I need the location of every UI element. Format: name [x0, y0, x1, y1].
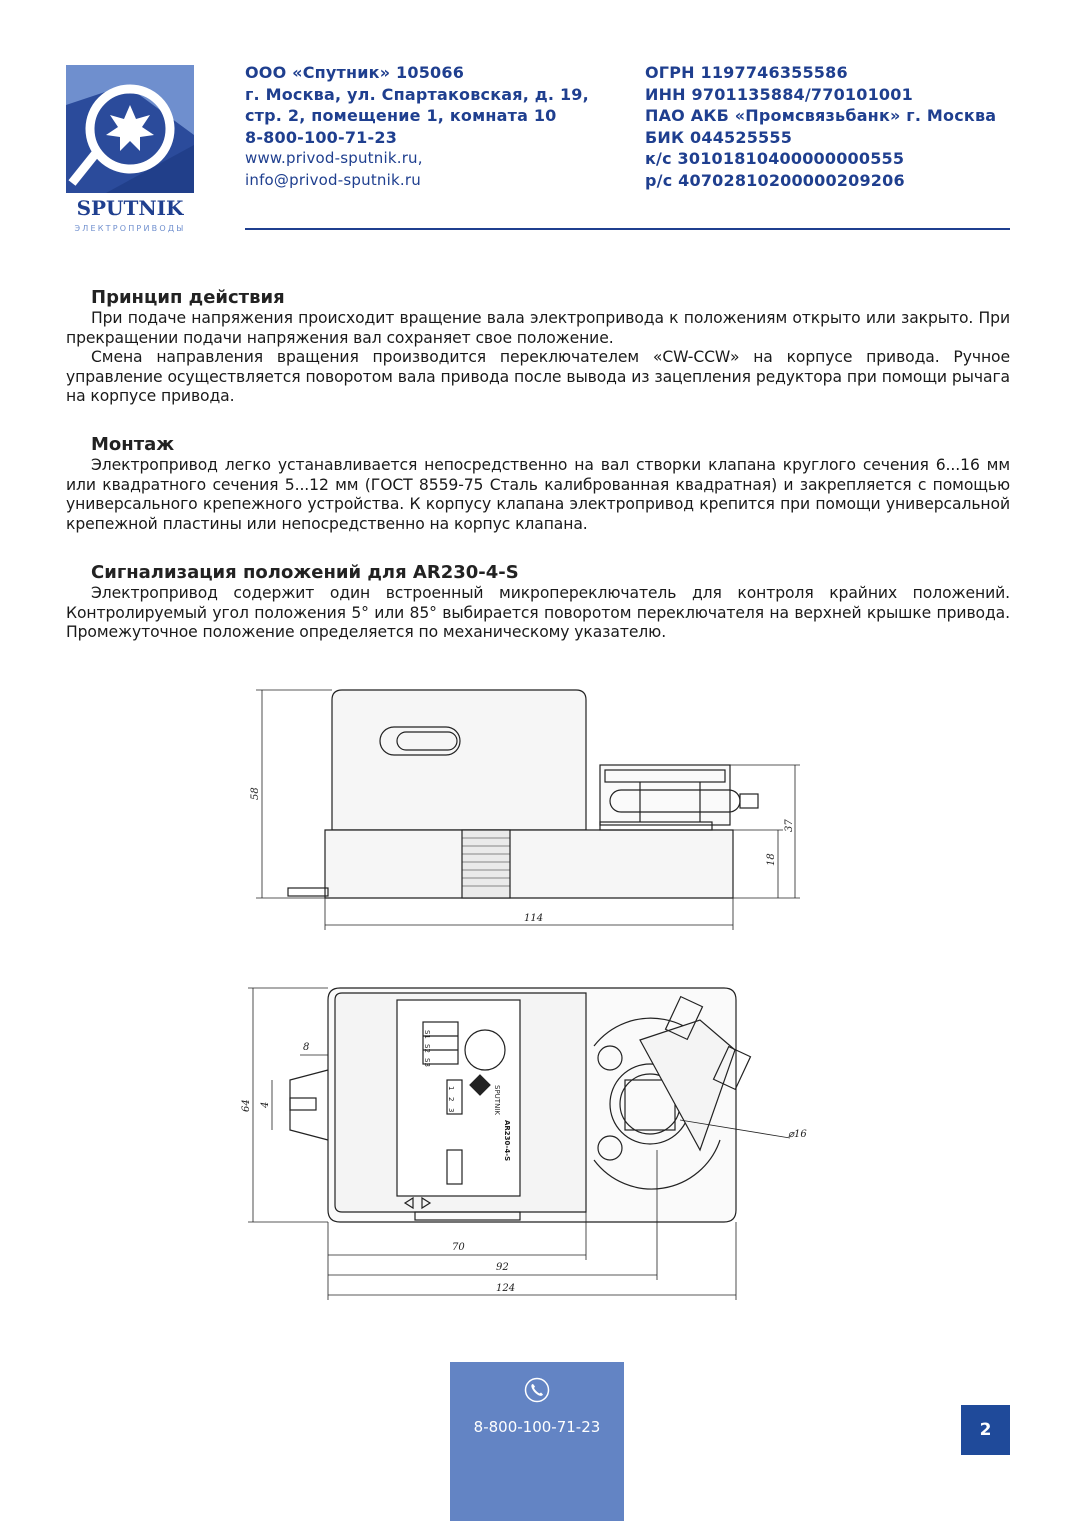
page-number: 2: [961, 1405, 1010, 1455]
section-position-signaling: [66, 562, 1010, 643]
section-paragraph: Электропривод содержит один встроенный микропереключатель для контроля крайних положений. Контролируемый угол положения 5° или 85° выбирается поворотом переключателя на верхней крышке привода. Промежуточное положение определяется по механическому указателю.: [66, 584, 1010, 642]
section-paragraph: Смена направления вращения производится переключателем «CW-CCW» на корпусе привода. Ручное управление осуществляется поворотом вала привода после вывода из зацепления редуктора при помощи рычага на корпусе привода.: [66, 348, 1010, 406]
label-brand: SPUTNIK: [493, 1085, 501, 1115]
dim-18: 18: [766, 853, 777, 866]
dim-8: 8: [303, 1042, 310, 1053]
phone-number: 8-800-100-71-23: [245, 127, 398, 147]
label-terminal-s3: S3: [423, 1058, 431, 1067]
label-terminal-s2: S2: [423, 1044, 431, 1053]
ogrn: ОГРН 1197746355586: [645, 63, 848, 82]
section-title: Сигнализация положений для AR230-4-S: [91, 562, 519, 583]
section-paragraph: При подаче напряжения происходит вращение вала электропривода к положениям открыто или закрыто. При прекращении подачи напряжения вал сохраняет свое положение.: [66, 309, 1010, 347]
correspondent-account: к/с 30101810400000000555: [645, 149, 905, 169]
top-view: [248, 988, 790, 1300]
address-line-2: стр. 2, помещение 1, комната 10: [245, 106, 557, 126]
bank-details: [645, 62, 996, 192]
section-mounting: [66, 434, 1010, 534]
company-name: ООО «Спутник» 105066: [245, 63, 465, 82]
sputnik-logo: [66, 65, 194, 233]
bik: БИК 044525555: [645, 127, 793, 147]
side-view: [256, 690, 800, 930]
website-link[interactable]: www.privod-sputnik.ru,: [245, 149, 423, 168]
label-terminal-s1: S1: [423, 1030, 431, 1039]
bank-name: ПАО АКБ «Промсвязьбанк» г. Москва: [645, 106, 997, 126]
dim-70: 70: [452, 1242, 465, 1253]
section-title: Принцип действия: [91, 287, 285, 308]
section-operation: [66, 287, 1010, 407]
address-line-1: г. Москва, ул. Спартаковская, д. 19,: [245, 84, 589, 104]
label-terminal-1: 1: [447, 1086, 455, 1091]
inn: ИНН 9701135884/770101001: [645, 84, 913, 104]
dim-92: 92: [496, 1262, 509, 1273]
dim-114: 114: [524, 913, 544, 924]
header-divider: [245, 228, 1010, 230]
dim-64: 64: [241, 1099, 252, 1112]
label-model: AR230-4-S: [503, 1120, 511, 1162]
dim-58: 58: [250, 787, 261, 800]
settlement-account: р/с 40702810200000209206: [645, 170, 905, 190]
section-title: Монтаж: [91, 434, 175, 455]
dim-37: 37: [784, 819, 795, 832]
dim-diameter-16: ⌀16: [788, 1129, 807, 1140]
company-contacts: [245, 62, 589, 192]
email-link[interactable]: info@privod-sputnik.ru: [245, 170, 421, 189]
dim-124: 124: [496, 1283, 516, 1294]
technical-drawing: [240, 680, 840, 1310]
logo-tagline: ЭЛЕКТРОПРИВОДЫ: [74, 224, 186, 233]
footer-phone[interactable]: 8-800-100-71-23: [473, 1418, 601, 1436]
label-terminal-3: 3: [447, 1108, 455, 1113]
dim-4: 4: [260, 1101, 271, 1108]
section-paragraph: Электропривод легко устанавливается непосредственно на вал створки клапана круглого сечения 6...16 мм или квадратного сечения 5...12 мм (ГОСТ 8559-75 Сталь калиброванная квадратная) и закрепляется с помощью универсального крепежного устройства. К корпусу клапана электропривод крепится при помощи универсальной крепежной пластины или непосредственно на корпус клапана.: [66, 456, 1010, 533]
footer-contact: [450, 1362, 624, 1521]
label-terminal-2: 2: [447, 1097, 455, 1102]
logo-brand: SPUTNIK: [76, 196, 184, 220]
phone-icon: [524, 1377, 550, 1403]
